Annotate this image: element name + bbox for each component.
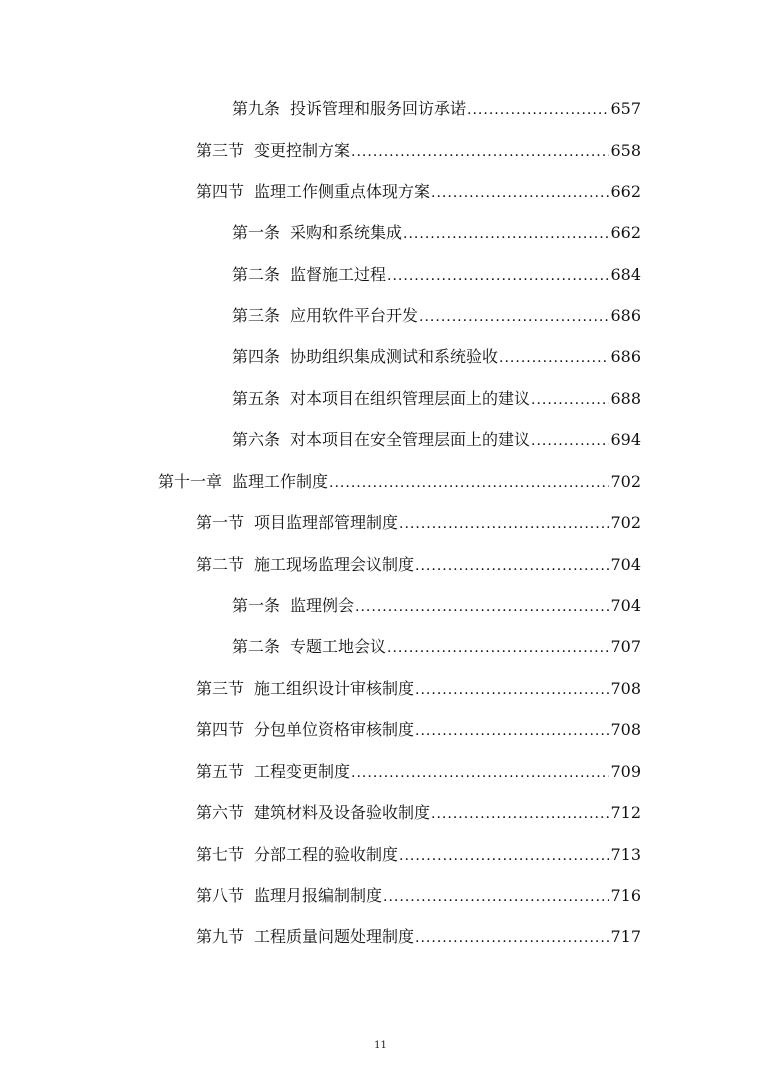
toc-entry[interactable] [196, 844, 641, 867]
toc-entry-page: 686 [610, 306, 641, 325]
toc-entry-label: 第三节 [196, 141, 245, 160]
dot-leader [399, 513, 609, 535]
toc-entry-title: 监理例会 [290, 596, 355, 615]
toc-entry-title: 投诉管理和服务回访承诺 [290, 99, 467, 118]
dot-leader [419, 306, 609, 328]
toc-entry-title: 建筑材料及设备验收制度 [254, 803, 431, 822]
toc-entry[interactable] [196, 761, 641, 784]
toc-entry-page: 662 [610, 223, 641, 242]
dot-leader [355, 596, 609, 618]
dot-leader [329, 472, 609, 494]
toc-entry-label: 第八节 [196, 886, 245, 905]
toc-entry-label: 第六条 [232, 430, 281, 449]
toc-entry[interactable] [232, 98, 641, 121]
toc-entry-label: 第一条 [232, 223, 281, 242]
toc-entry-page: 657 [610, 99, 641, 118]
toc-entry-page: 662 [610, 182, 641, 201]
toc-entry-label: 第四条 [232, 347, 281, 366]
toc-entry-page: 707 [610, 637, 641, 656]
toc-entry[interactable] [196, 719, 641, 742]
toc-entry-title: 监理工作制度 [232, 472, 329, 491]
toc-entry[interactable] [196, 926, 641, 949]
toc-entry-label: 第五节 [196, 762, 245, 781]
toc-entry-label: 第四节 [196, 720, 245, 739]
dot-leader [399, 845, 609, 867]
toc-entry-label: 第二条 [232, 637, 281, 656]
toc-entry-title: 对本项目在组织管理层面上的建议 [290, 389, 531, 408]
toc-entry[interactable] [196, 512, 641, 535]
dot-leader [403, 223, 609, 245]
toc-entry-title: 分部工程的验收制度 [254, 845, 399, 864]
toc-entry-page: 712 [610, 803, 641, 822]
toc-entry[interactable] [232, 636, 641, 659]
toc-entry-page: 702 [610, 513, 641, 532]
dot-leader [531, 430, 609, 452]
toc-entry-title: 监理工作侧重点体现方案 [254, 182, 431, 201]
toc-entry[interactable] [232, 305, 641, 328]
dot-leader [415, 555, 609, 577]
toc-entry-label: 第三条 [232, 306, 281, 325]
toc-entry-label: 第九节 [196, 927, 245, 946]
toc-entry-page: 704 [610, 596, 641, 615]
dot-leader [387, 265, 609, 287]
toc-entry-title: 项目监理部管理制度 [254, 513, 399, 532]
toc-entry-title: 监理月报编制制度 [254, 886, 383, 905]
toc-entry-page: 694 [610, 430, 641, 449]
toc-entry-title: 应用软件平台开发 [290, 306, 419, 325]
toc-entry-label: 第一条 [232, 596, 281, 615]
toc-entry-label: 第三节 [196, 679, 245, 698]
toc-entry[interactable] [232, 429, 641, 452]
toc-entry-label: 第二节 [196, 555, 245, 574]
toc-entry-page: 713 [610, 845, 641, 864]
toc-entry[interactable] [232, 388, 641, 411]
dot-leader [531, 389, 609, 411]
dot-leader [387, 637, 609, 659]
toc-entry[interactable] [232, 264, 641, 287]
toc-entry-page: 658 [610, 141, 641, 160]
dot-leader [383, 886, 609, 908]
dot-leader [351, 762, 609, 784]
toc-entry-label: 第六节 [196, 803, 245, 822]
toc-entry-label: 第一节 [196, 513, 245, 532]
toc-entry[interactable] [158, 471, 641, 494]
toc-entry-label: 第四节 [196, 182, 245, 201]
toc-entry-page: 704 [610, 555, 641, 574]
toc-entry-label: 第七节 [196, 845, 245, 864]
toc-entry-title: 监督施工过程 [290, 265, 387, 284]
toc-entry[interactable] [196, 554, 641, 577]
toc-entry-page: 709 [610, 762, 641, 781]
toc-entry-title: 施工现场监理会议制度 [254, 555, 415, 574]
toc-entry-page: 708 [610, 679, 641, 698]
toc-entry-page: 717 [610, 927, 641, 946]
toc-entry-title: 专题工地会议 [290, 637, 387, 656]
dot-leader [499, 347, 609, 369]
toc-entry[interactable] [196, 140, 641, 163]
toc-entry-page: 684 [610, 265, 641, 284]
dot-leader [467, 99, 609, 121]
toc-entry-title: 工程质量问题处理制度 [254, 927, 415, 946]
toc-entry[interactable] [196, 802, 641, 825]
toc-entry-label: 第五条 [232, 389, 281, 408]
dot-leader [415, 927, 609, 949]
toc-entry-page: 688 [610, 389, 641, 408]
toc-entry-title: 变更控制方案 [254, 141, 351, 160]
toc-entry-label: 第十一章 [158, 472, 223, 491]
toc-entry-title: 采购和系统集成 [290, 223, 403, 242]
toc-entry-page: 716 [610, 886, 641, 905]
toc-entry[interactable] [196, 678, 641, 701]
dot-leader [415, 679, 609, 701]
dot-leader [431, 182, 609, 204]
toc-entry[interactable] [196, 885, 641, 908]
dot-leader [431, 803, 609, 825]
dot-leader [351, 141, 609, 163]
toc-entry-title: 分包单位资格审核制度 [254, 720, 415, 739]
dot-leader [415, 720, 609, 742]
toc-entry-title: 工程变更制度 [254, 762, 351, 781]
toc-entry-title: 施工组织设计审核制度 [254, 679, 415, 698]
toc-entry-title: 对本项目在安全管理层面上的建议 [290, 430, 531, 449]
toc-entry-page: 686 [610, 347, 641, 366]
toc-entry-page: 702 [610, 472, 641, 491]
toc-entry-title: 协助组织集成测试和系统验收 [290, 347, 499, 366]
toc-entry[interactable] [232, 595, 641, 618]
toc-entry[interactable] [196, 181, 641, 204]
toc-entry[interactable] [232, 346, 641, 369]
toc-entry-label: 第二条 [232, 265, 281, 284]
page-number: 11 [374, 1040, 387, 1051]
toc-entry-page: 708 [610, 720, 641, 739]
toc-entry[interactable] [232, 222, 641, 245]
toc-entry-label: 第九条 [232, 99, 281, 118]
